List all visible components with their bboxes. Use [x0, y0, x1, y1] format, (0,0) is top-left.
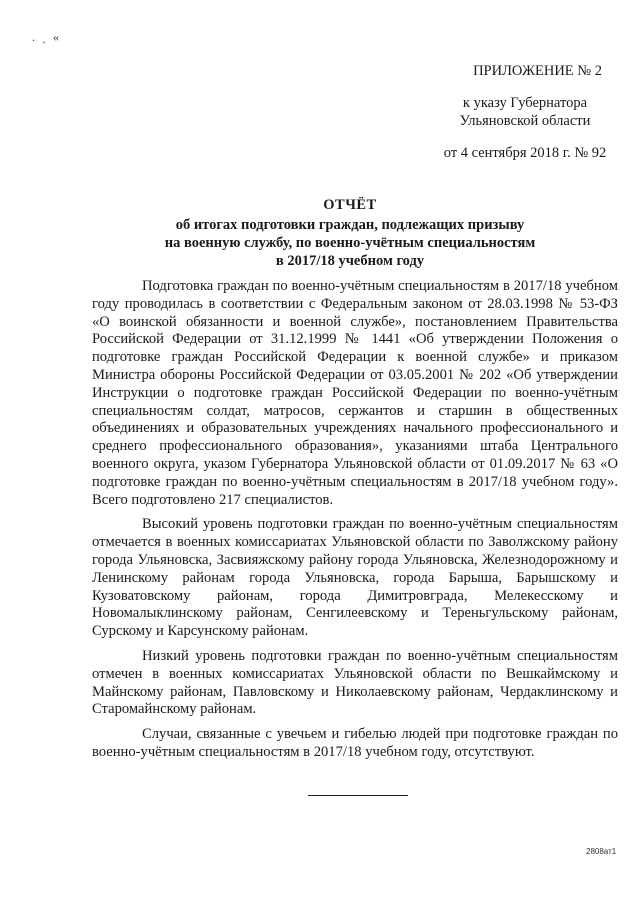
scan-marks: . ˏ «: [32, 30, 61, 44]
report-subtitle-line-3: в 2017/18 учебном году: [275, 253, 425, 269]
footer-code: 2808ат1: [586, 847, 617, 856]
annex-line-region: Ульяновской области: [459, 113, 591, 129]
report-body: [92, 278, 618, 769]
paragraph-high-level: Высокий уровень подготовки граждан по военно-учётным специальностям отмечается в военных комиссариатах Ульяновской области по Заволжскому району города Ульяновска, Засвияжскому району города Ульяновска, Железнодорожному и Ленинскому районам города Ульяновска, города Барыша, Барышскому и Кузоватовскому районам, города Димитровграда, Мелекесскому и Новомалыклинскому районам, Сенгилеевскому и Тереньгульскому районам, Сурскому и Карсунскому районам.: [92, 516, 618, 640]
annex-line-date: от 4 сентября 2018 г. № 92: [443, 145, 607, 161]
paragraph-training-basis: Подготовка граждан по военно-учётным специальностям в 2017/18 учебном году проводилась в соответствии с Федеральным законом от 28.03.1998 № 53-ФЗ «О воинской обязанности и военной службе», постановлением Правительства Российской Федерации от 31.12.1999 № 1441 «Об утверждении Положения о подготовке граждан Российской Федерации к военной службе» и приказом Министра обороны Российской Федерации от 03.05.2001 № 202 «Об утверждении Инструкции о подготовке граждан Российской Федерации по военно-учётным специальностям солдат, матросов, сержантов и старшин в общественных объединениях и образовательных учреждениях начального профессионального и среднего профессионального образования», указаниями штаба Центрального военного округа, указом Губернатора Ульяновской области от 01.09.2017 № 63 «О подготовке граждан по военно-учётным специальностям в 2017/18 учебном году». Всего подготовлено 217 специалистов.: [92, 278, 618, 508]
report-title: ОТЧЁТ: [323, 197, 377, 213]
report-subtitle-line-1: об итогах подготовки граждан, подлежащих призыву: [175, 217, 525, 233]
report-subtitle-line-2: на военную службу, по военно-учётным специальностям: [164, 235, 536, 251]
paragraph-low-level: Низкий уровень подготовки граждан по военно-учётным специальностям отмечен в военных комиссариатах Ульяновской области по Вешкаймскому и Майнскому районам, Павловскому и Николаевскому районам, Чердаклинскому и Старомайнскому районам.: [92, 647, 618, 718]
paragraph-incidents: Случаи, связанные с увечьем и гибелью людей при подготовке граждан по военно-учётным специальностям в 2017/18 учебном году, отсутствуют.: [92, 726, 618, 760]
report-heading: [90, 196, 610, 270]
annex-line-decree: к указу Губернатора: [462, 95, 588, 111]
annex-title: ПРИЛОЖЕНИЕ № 2: [473, 63, 602, 79]
end-divider: [308, 795, 408, 796]
annex-block: [440, 62, 610, 162]
